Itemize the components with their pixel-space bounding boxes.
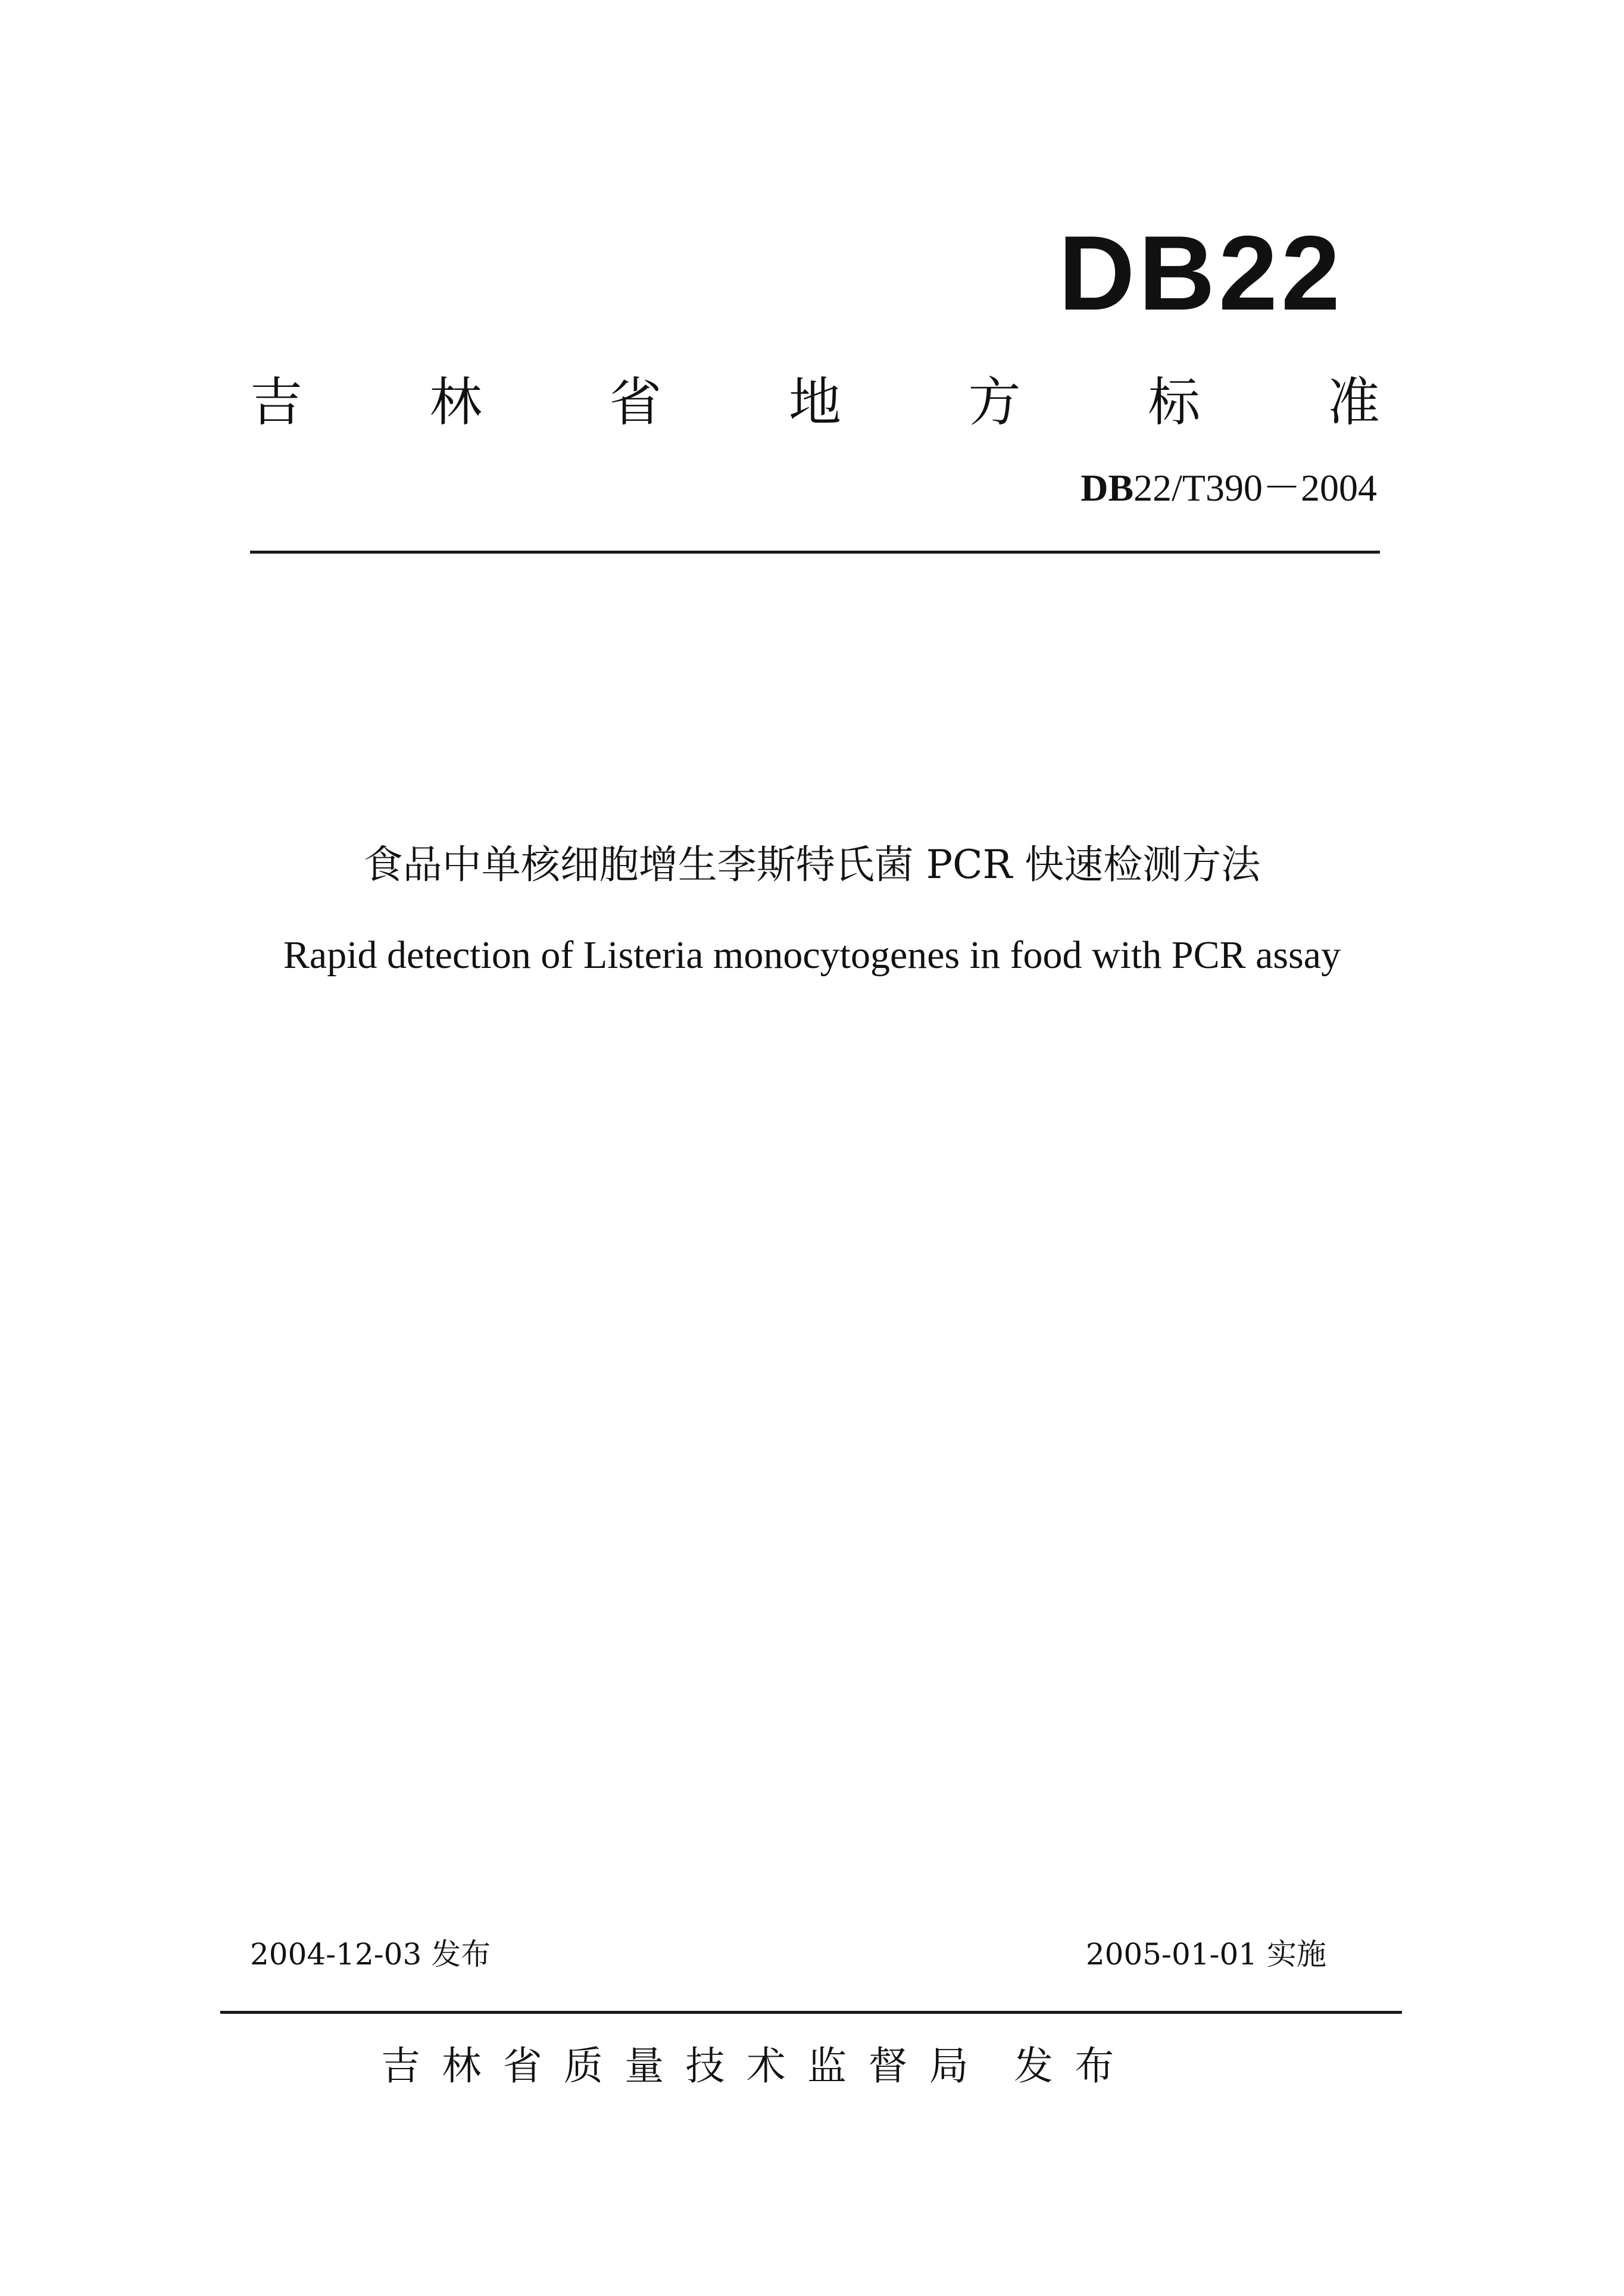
publisher-name: 吉林省质量技术监督局: [381, 2043, 990, 2089]
standard-type-char: 准: [1327, 371, 1380, 433]
standard-type-char: 省: [609, 371, 662, 433]
issue-date: 2004-12-03 发布: [250, 1937, 491, 1972]
standard-number-prefix: DB: [1080, 467, 1134, 509]
standard-type-char: 标: [1148, 371, 1201, 433]
implementation-date: 2005-01-01 实施: [1085, 1937, 1326, 1972]
standard-type-char: 方: [968, 371, 1021, 433]
standard-number: [1080, 469, 1377, 507]
footer-divider: [220, 2011, 1402, 2014]
document-title-english: Rapid detection of Listeria monocytogenes in food with PCR assay: [283, 933, 1341, 977]
header-divider: [250, 551, 1380, 554]
standard-type-title: [250, 371, 1380, 433]
standard-number-rest: 22/T390－2004: [1133, 467, 1377, 509]
publisher-line: [381, 2043, 1136, 2089]
standard-type-char: 林: [429, 371, 482, 433]
standard-type-char: 地: [788, 371, 841, 433]
standard-type-char: 吉: [250, 371, 303, 433]
publisher-action: 发布: [1014, 2043, 1136, 2089]
standard-code-logo: DB22: [1058, 214, 1344, 332]
document-title-chinese: 食品中单核细胞增生李斯特氏菌 PCR 快速检测方法: [363, 842, 1261, 888]
